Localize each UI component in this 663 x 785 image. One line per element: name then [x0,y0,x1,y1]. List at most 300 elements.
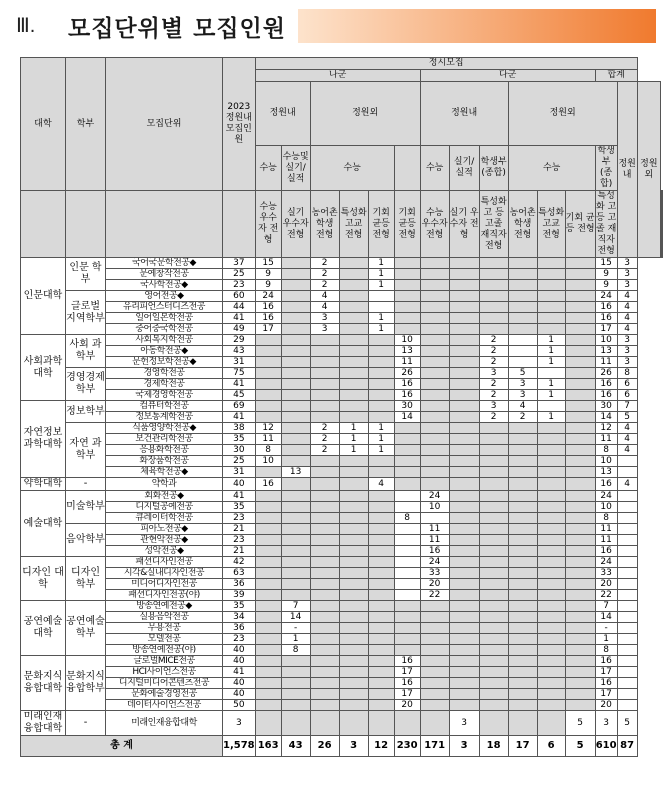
quota-cell [565,557,595,568]
total-cell: 5 [565,736,595,757]
header-na-suneung: 수능 [255,146,281,191]
quota-cell [310,557,339,568]
quota-cell [508,667,537,678]
quota-cell [479,634,508,645]
quota-cell: 2 [479,335,508,346]
quota-cell: 1 [537,379,565,390]
quota-cell [339,535,368,546]
table-row [21,612,663,623]
quota-cell [449,478,479,491]
division-cell: 공연예술 학부 [66,601,106,656]
quota-cell [310,412,339,423]
quota-cell [479,324,508,335]
quota-cell [508,335,537,346]
quota-cell [537,513,565,524]
quota-cell [281,546,310,557]
quota-cell [565,634,595,645]
quota-cell: 75 [223,368,256,379]
quota-cell [508,579,537,590]
total-cell: 3 [449,736,479,757]
quota-cell [281,524,310,535]
quota-cell: 16 [595,678,617,689]
quota-cell [508,513,537,524]
quota-cell [537,645,565,656]
quota-cell: 36 [223,579,256,590]
table-row [21,491,663,502]
col-quota: 2023 정원내 모집인원 [223,58,256,191]
quota-cell: 9 [595,280,617,291]
quota-cell [449,502,479,513]
quota-cell [281,478,310,491]
unit-cell: 국어국문학전공◆ [106,258,223,269]
quota-cell [508,535,537,546]
quota-cell [368,335,394,346]
quota-cell [339,612,368,623]
quota-cell [368,302,394,313]
quota-cell [394,579,420,590]
quota-cell: 8 [595,645,617,656]
quota-cell [255,612,281,623]
unit-cell: 아동학전공◆ [106,346,223,357]
quota-cell [310,601,339,612]
quota-cell [617,456,637,467]
quota-cell [479,590,508,601]
quota-cell [310,513,339,524]
unit-cell: 일어일본학전공 [106,313,223,324]
quota-cell [508,546,537,557]
quota-cell [537,667,565,678]
quota-cell [281,401,310,412]
quota-cell [565,568,595,579]
quota-cell [394,456,420,467]
quota-cell [310,645,339,656]
quota-cell [368,346,394,357]
header-total-in: 정원내 [617,82,637,258]
quota-cell [394,557,420,568]
quota-cell [310,346,339,357]
quota-cell [310,667,339,678]
table-row [21,568,663,579]
unit-cell: 글로벌MICE전공 [106,656,223,667]
quota-cell: 5 [617,412,637,423]
quota-cell: 3 [617,258,637,269]
college-cell: 공연예술 대학 [21,601,66,656]
quota-cell [368,700,394,711]
quota-cell: 7 [281,601,310,612]
quota-cell: 4 [617,478,637,491]
quota-cell [449,390,479,401]
quota-cell [339,568,368,579]
quota-cell [617,513,637,524]
quota-cell [479,280,508,291]
unit-cell: 미디어디자인전공 [106,579,223,590]
quota-cell [449,357,479,368]
quota-cell: 16 [595,390,617,401]
division-cell: 인문 학부 [66,258,106,291]
quota-cell [281,412,310,423]
quota-cell: 42 [223,557,256,568]
quota-cell [537,456,565,467]
unit-cell: 피아노전공◆ [106,524,223,535]
quota-cell [368,678,394,689]
unit-cell: 데이터사이언스전공 [106,700,223,711]
quota-cell: 26 [394,368,420,379]
quota-cell [508,456,537,467]
quota-cell [281,269,310,280]
quota-cell [508,478,537,491]
unit-cell: 보건관리학전공 [106,434,223,445]
quota-cell: 1 [537,346,565,357]
quota-cell [310,634,339,645]
quota-cell [479,568,508,579]
quota-cell [565,612,595,623]
quota-cell [394,601,420,612]
college-cell: 디자인 대학 [21,557,66,601]
quota-cell [255,579,281,590]
quota-cell: 1 [368,269,394,280]
unit-cell: 영어전공◆ [106,291,223,302]
table-row [21,667,663,678]
quota-cell [339,302,368,313]
quota-cell [508,269,537,280]
quota-cell [449,623,479,634]
sub-da-gigyun: 기회 균등 전형 [565,191,595,258]
quota-cell [310,478,339,491]
sub-da-silgi-wusu: 실기 우수자 전형 [449,191,479,258]
quota-cell: 44 [223,302,256,313]
quota-cell [617,467,637,478]
quota-cell: 16 [255,302,281,313]
college-cell: 자연정보 과학대학 [21,401,66,478]
sub-silgi-wusu: 실기 우수자 전형 [281,191,310,258]
table-row [21,711,663,736]
quota-cell [617,524,637,535]
quota-cell [449,445,479,456]
quota-cell [537,313,565,324]
table-row [21,557,663,568]
header-na-suneung-silgi: 수능및 실기/ 실적 [281,146,310,191]
quota-cell [420,467,449,478]
quota-cell: 5 [508,368,537,379]
quota-cell: 41 [223,313,256,324]
quota-cell: 10 [394,335,420,346]
quota-cell [565,491,595,502]
quota-cell [479,502,508,513]
quota-cell [565,324,595,335]
quota-cell [537,656,565,667]
total-cell: 87 [617,736,637,757]
quota-cell [565,456,595,467]
unit-cell: 문화예술경영전공 [106,689,223,700]
unit-cell: 패션디자인전공 [106,557,223,568]
quota-cell: 30 [223,445,256,456]
quota-cell: 21 [223,524,256,535]
quota-cell [565,513,595,524]
table-row [21,524,663,535]
quota-cell [420,645,449,656]
quota-cell [617,645,637,656]
quota-cell [508,445,537,456]
quota-cell [537,502,565,513]
quota-cell [368,590,394,601]
quota-cell [255,678,281,689]
quota-cell [310,568,339,579]
quota-cell [449,456,479,467]
admission-quota-table [20,57,663,757]
quota-cell: 1 [537,335,565,346]
quota-cell [537,557,565,568]
quota-cell [339,379,368,390]
quota-cell [449,401,479,412]
quota-cell [394,623,420,634]
quota-cell: 2 [310,280,339,291]
quota-cell [565,478,595,491]
quota-cell [508,568,537,579]
quota-cell [565,412,595,423]
quota-cell: 69 [223,401,256,412]
quota-cell [565,280,595,291]
quota-cell [537,612,565,623]
quota-cell [537,535,565,546]
sub-da-su-wusu: 수능 우수자 전형 [420,191,449,258]
quota-cell [281,335,310,346]
quota-cell [508,557,537,568]
quota-cell [420,434,449,445]
quota-cell [255,546,281,557]
table-row [21,346,663,357]
quota-cell: 33 [420,568,449,579]
quota-cell [255,601,281,612]
quota-cell [368,612,394,623]
quota-cell [537,546,565,557]
quota-cell [255,689,281,700]
quota-cell: 3 [449,711,479,736]
quota-cell: 20 [595,700,617,711]
quota-cell [565,434,595,445]
quota-cell: 16 [595,313,617,324]
quota-cell [479,434,508,445]
quota-cell [339,590,368,601]
sub-da-out-jaejik: 특성화 고 등 고졸 재직자 전형 [596,191,617,256]
quota-cell [394,467,420,478]
quota-cell [255,346,281,357]
quota-cell: 16 [394,390,420,401]
quota-cell [617,678,637,689]
quota-cell [420,269,449,280]
quota-cell [281,502,310,513]
quota-cell [508,291,537,302]
quota-cell [449,258,479,269]
header-accent-bar [298,9,656,43]
quota-cell [537,291,565,302]
quota-cell [310,502,339,513]
quota-cell: 4 [617,434,637,445]
quota-cell: 3 [617,269,637,280]
quota-cell: 4 [617,423,637,434]
quota-cell [565,689,595,700]
quota-cell [565,467,595,478]
quota-cell [508,590,537,601]
quota-cell: 30 [595,401,617,412]
quota-cell [281,258,310,269]
quota-cell [310,579,339,590]
division-cell: 자연 과학부 [66,423,106,478]
quota-cell [368,689,394,700]
col-unit: 모집단위 [106,58,223,191]
division-cell: 디자인 학부 [66,557,106,601]
quota-cell [449,269,479,280]
quota-cell [281,280,310,291]
quota-cell [420,423,449,434]
quota-cell [339,678,368,689]
quota-cell [420,291,449,302]
quota-cell: 60 [223,291,256,302]
total-cell: 3 [339,736,368,757]
quota-cell: 4 [368,478,394,491]
quota-cell [339,313,368,324]
quota-cell [420,379,449,390]
quota-cell: 24 [595,557,617,568]
unit-cell: 미래인재융합대학 [106,711,223,736]
quota-cell: 13 [394,346,420,357]
quota-cell [537,269,565,280]
quota-cell: 12 [595,423,617,434]
quota-cell [537,678,565,689]
table-row [21,335,663,346]
quota-cell [281,357,310,368]
quota-cell: 16 [394,678,420,689]
quota-cell: 1 [368,313,394,324]
quota-cell [479,291,508,302]
quota-cell [449,678,479,689]
quota-cell [565,678,595,689]
quota-cell [449,667,479,678]
quota-cell [479,700,508,711]
table-row [21,467,663,478]
quota-cell [617,568,637,579]
quota-cell: 5 [565,711,595,736]
quota-cell [449,590,479,601]
quota-cell [449,546,479,557]
quota-cell: 23 [223,535,256,546]
quota-cell: 1 [368,324,394,335]
quota-cell: 14 [394,412,420,423]
quota-cell: 35 [223,601,256,612]
quota-cell: 1 [339,423,368,434]
table-row [21,379,663,390]
quota-cell [310,700,339,711]
quota-cell [449,689,479,700]
quota-cell [281,711,310,736]
quota-cell [281,557,310,568]
quota-cell [617,557,637,568]
quota-cell: 1 [368,434,394,445]
quota-cell [255,568,281,579]
quota-cell [420,302,449,313]
quota-cell [508,280,537,291]
quota-cell [479,423,508,434]
total-cell: 163 [255,736,281,757]
quota-cell [368,568,394,579]
quota-cell [537,478,565,491]
unit-cell: 문예창작전공 [106,269,223,280]
quota-cell: 63 [223,568,256,579]
quota-cell [420,324,449,335]
quota-cell: 38 [223,423,256,434]
table-row [21,535,663,546]
quota-cell [394,634,420,645]
quota-cell [508,357,537,368]
quota-cell: 24 [420,557,449,568]
quota-cell [255,368,281,379]
quota-cell [565,346,595,357]
quota-cell [368,557,394,568]
quota-cell [565,423,595,434]
quota-cell [537,423,565,434]
quota-cell [565,667,595,678]
table-row [21,689,663,700]
quota-cell [537,590,565,601]
quota-cell [479,689,508,700]
quota-cell: 14 [595,612,617,623]
total-cell: 6 [537,736,565,757]
quota-cell [339,502,368,513]
quota-cell [617,689,637,700]
quota-cell [255,656,281,667]
quota-cell: 17 [595,324,617,335]
quota-cell: 24 [255,291,281,302]
division-cell: 음악학부 [66,524,106,557]
quota-cell [310,524,339,535]
quota-cell [617,667,637,678]
unit-cell: 모델전공 [106,634,223,645]
quota-cell [479,513,508,524]
quota-cell [368,502,394,513]
quota-cell: 16 [595,379,617,390]
quota-cell [255,491,281,502]
quota-cell: - [595,623,617,634]
quota-cell [310,623,339,634]
quota-cell: 15 [255,258,281,269]
quota-cell: 4 [617,445,637,456]
quota-cell: 8 [617,368,637,379]
sub-da-nongeo: 농어촌 학생 전형 [508,191,537,258]
quota-cell [537,711,565,736]
quota-cell [310,390,339,401]
quota-cell [449,280,479,291]
quota-cell [420,401,449,412]
quota-cell [281,423,310,434]
quota-cell: 2 [310,423,339,434]
section-header [8,5,656,45]
total-cell: 12 [368,736,394,757]
quota-cell [394,280,420,291]
quota-cell [508,711,537,736]
quota-cell [281,535,310,546]
quota-cell [310,456,339,467]
quota-cell [394,546,420,557]
quota-cell [420,700,449,711]
quota-cell [565,368,595,379]
quota-cell [255,645,281,656]
division-cell: - [66,711,106,736]
quota-cell [281,656,310,667]
quota-cell [617,590,637,601]
quota-cell [479,579,508,590]
quota-cell [565,269,595,280]
quota-cell: 4 [617,302,637,313]
quota-cell [368,667,394,678]
